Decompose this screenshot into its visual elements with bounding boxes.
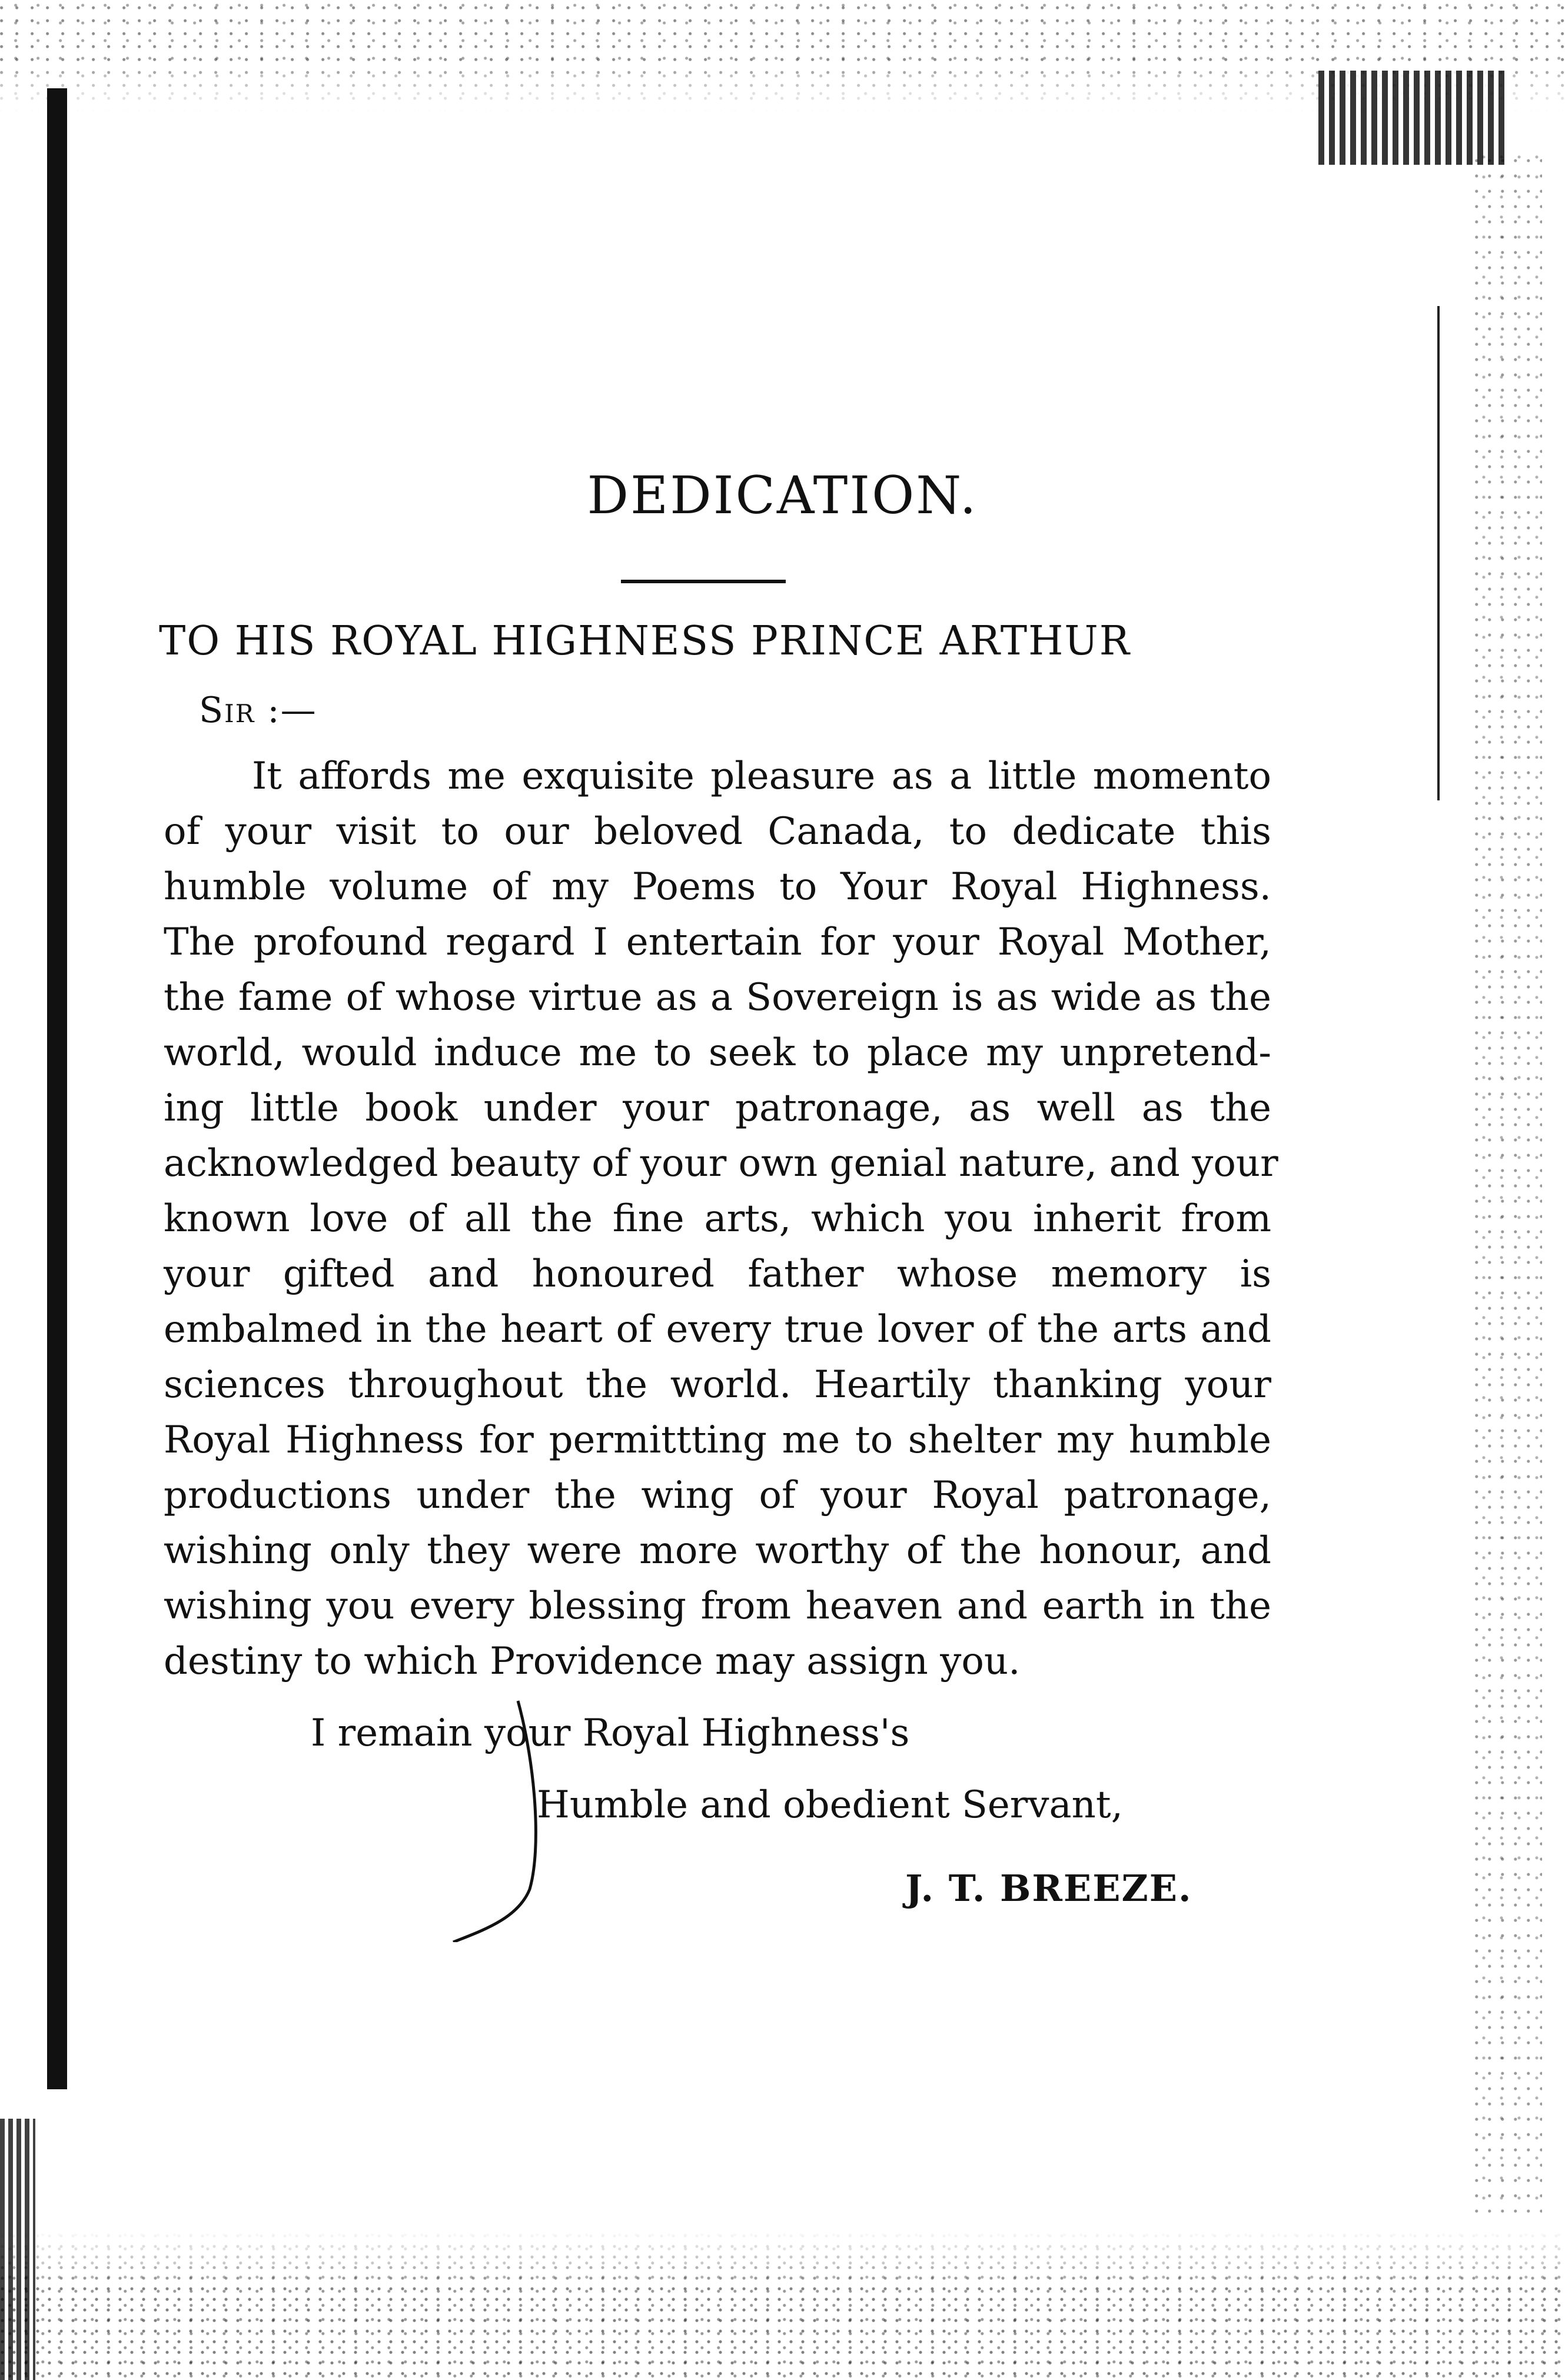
body-line: your gifted and honoured father whose memory is [164, 1252, 1271, 1296]
heading-rule [621, 580, 786, 583]
closing-line: Humble and obedient Servant, [537, 1783, 1123, 1827]
body-line: embalmed in the heart of every true lover of the arts and [164, 1308, 1271, 1351]
salutation: Sir :— [199, 690, 317, 731]
body-line: world, would induce me to seek to place my unpretend- [164, 1031, 1271, 1075]
dedication-heading: DEDICATION. [587, 465, 978, 526]
body-line: productions under the wing of your Royal patronage, [164, 1474, 1271, 1517]
body-line: of your visit to our beloved Canada, to dedicate this [164, 810, 1271, 853]
body-line: It affords me exquisite pleasure as a little momento [252, 754, 1271, 798]
scan-edge-left [47, 88, 67, 2089]
body-line: Royal Highness for permittting me to shelter my humble [164, 1418, 1271, 1462]
margin-pen-line [1437, 306, 1440, 800]
body-line: The profound regard I entertain for your Royal Mother, [164, 920, 1271, 964]
address-line: TO HIS ROYAL HIGHNESS PRINCE ARTHUR [159, 618, 1131, 664]
body-line: humble volume of my Poems to Your Royal Highness. [164, 865, 1271, 909]
body-line: wishing only they were more worthy of the honour, and [164, 1529, 1271, 1573]
closing-line: I remain your Royal Highness's [311, 1711, 910, 1755]
body-line: the fame of whose virtue as a Sovereign is as wide as the [164, 976, 1271, 1019]
body-line: wishing you every blessing from heaven and earth in the [164, 1584, 1271, 1628]
pen-stroke-mark [447, 1695, 553, 1942]
body-line: acknowledged beauty of your own genial nature, and your [164, 1142, 1278, 1185]
dedication-body [164, 749, 1278, 1689]
signature: J. T. BREEZE. [905, 1867, 1192, 1910]
body-line: sciences throughout the world. Heartily thanking your [164, 1363, 1271, 1407]
body-line: destiny to which Providence may assign you. [164, 1640, 1021, 1683]
scan-edge-right [1471, 153, 1542, 2213]
scan-edge-top-right [1318, 71, 1507, 165]
scan-edge-bottom [0, 2231, 1565, 2380]
body-line: ing little book under your patronage, as well as the [164, 1086, 1271, 1130]
body-line: known love of all the fine arts, which you inherit from [164, 1197, 1271, 1241]
